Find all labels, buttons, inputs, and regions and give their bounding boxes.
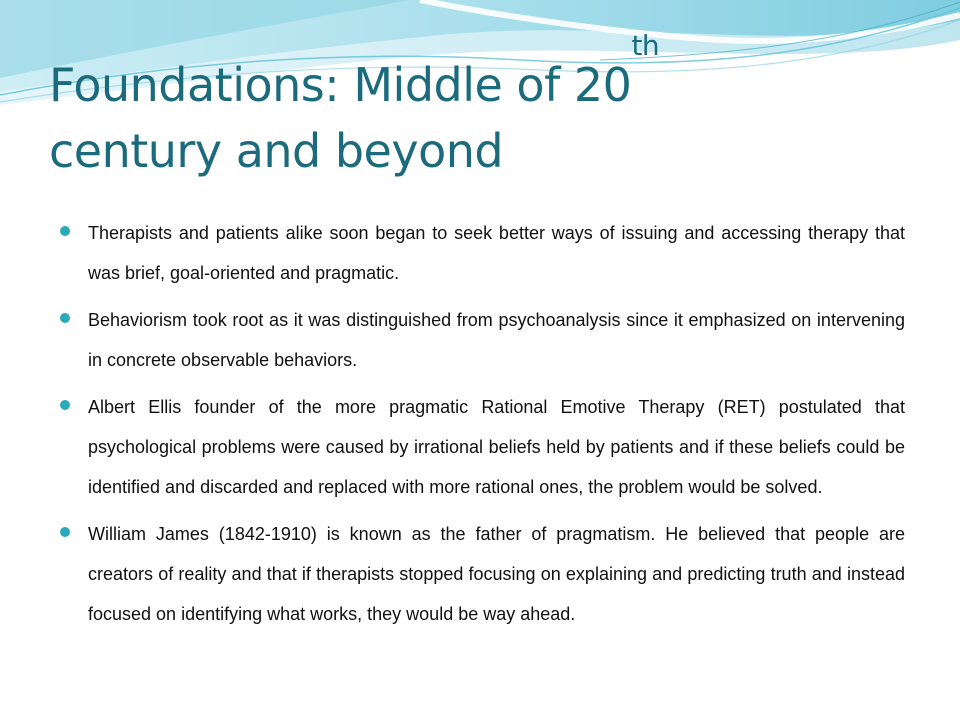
bullet-text: William James (1842-1910) is known as the father of pragmatism. He believed that people are creators of reality and that if therapists stopped focusing on explaining and predicting truth and instead focused on identifying what works, they would be way ahead. [88, 524, 905, 624]
bullet-text: Therapists and patients alike soon began to seek better ways of issuing and accessing therapy that was brief, goal-oriented and pragmatic. [88, 223, 905, 283]
circle-bullet-icon [60, 313, 70, 323]
title-superscript: th [631, 29, 660, 62]
circle-bullet-icon [60, 400, 70, 410]
circle-bullet-icon [60, 527, 70, 537]
bullet-item [60, 514, 905, 634]
bullet-item [60, 300, 905, 380]
slide-title [49, 29, 909, 184]
circle-bullet-icon [60, 226, 70, 236]
bullet-text: Albert Ellis founder of the more pragmatic Rational Emotive Therapy (RET) postulated that psychological problems were caused by irrational beliefs held by patients and if these beliefs could be identified and discarded and replaced with more rational ones, the problem would be solved. [88, 397, 905, 497]
bullet-list [60, 213, 905, 641]
bullet-text: Behaviorism took root as it was distinguished from psychoanalysis since it emphasized on intervening in concrete observable behaviors. [88, 310, 905, 370]
bullet-item [60, 213, 905, 293]
title-main: Foundations: Middle of 20 [49, 58, 632, 112]
title-line-2: century and beyond [49, 124, 504, 178]
bullet-item [60, 387, 905, 507]
